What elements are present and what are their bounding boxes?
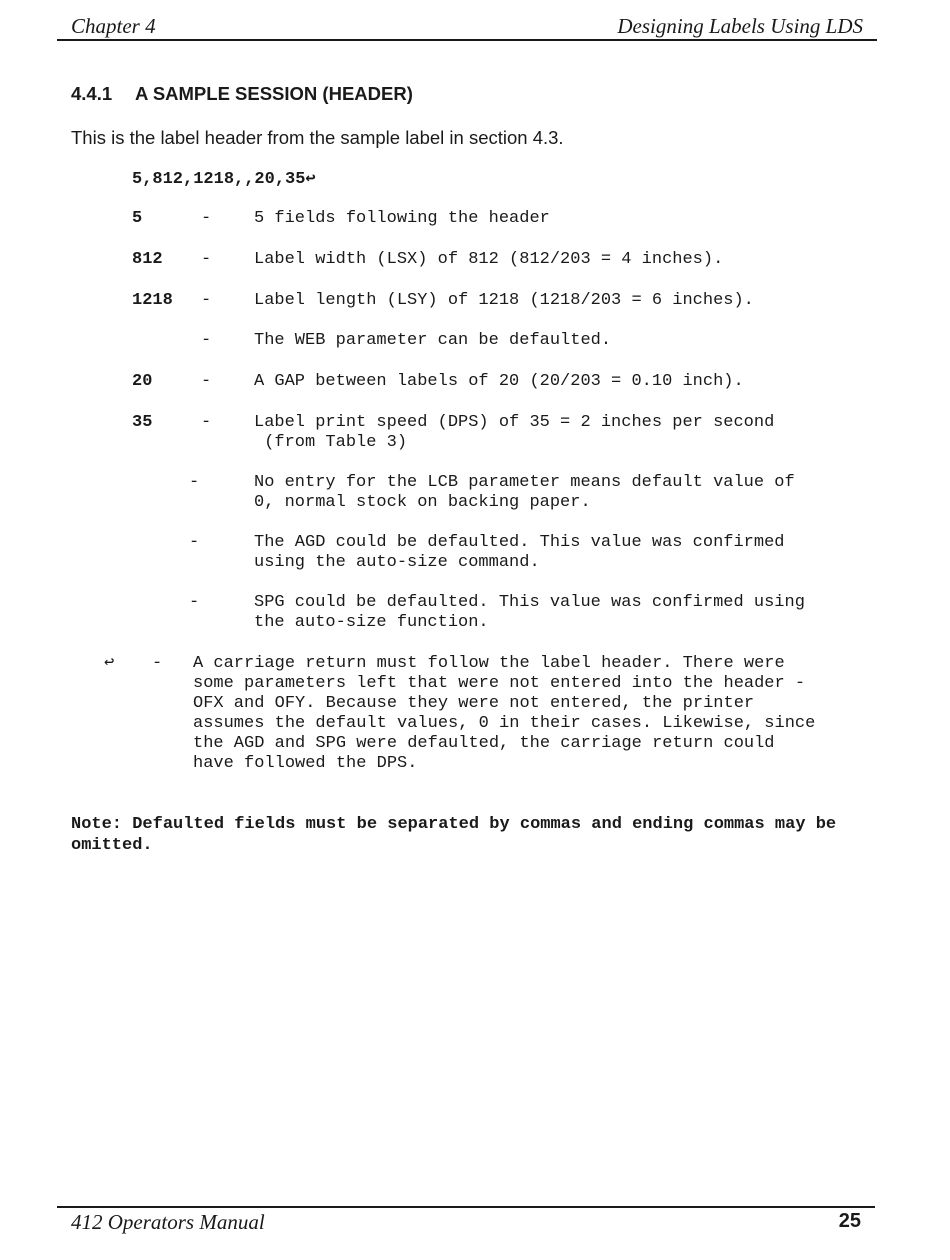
section-heading (71, 83, 413, 105)
section-number: 4.4.1 (71, 83, 113, 104)
manual-title: 412 Operators Manual (71, 1210, 265, 1234)
field-description: A GAP between labels of 20 (20/203 = 0.10 inch). (254, 372, 744, 391)
carriage-return-description: the AGD and SPG were defaulted, the carriage return could (193, 734, 775, 753)
header-code-line: 5,812,1218,,20,35↩ (132, 170, 316, 189)
field-dash: - (201, 331, 212, 350)
field-description: Label length (LSY) of 1218 (1218/203 = 6 inches). (254, 291, 754, 310)
field-description: SPG could be defaulted. This value was confirmed using (254, 593, 805, 612)
carriage-return-description: some parameters left that were not entered into the header - (193, 674, 806, 693)
field-dash: - (189, 533, 200, 552)
field-dash: - (201, 209, 212, 228)
section-title: A SAMPLE SESSION (HEADER) (135, 83, 413, 104)
page-footer (57, 1206, 875, 1248)
carriage-return-description: assumes the default values, 0 in their cases. Likewise, since (193, 714, 816, 733)
field-description: the auto-size function. (254, 613, 489, 632)
field-description: Label print speed (DPS) of 35 = 2 inches per second (254, 413, 775, 432)
chapter-label: Chapter 4 (71, 14, 156, 38)
field-description: No entry for the LCB parameter means default value of (254, 473, 795, 492)
page-number: 25 (838, 1210, 861, 1232)
field-dash: - (201, 413, 212, 432)
intro-paragraph: This is the label header from the sample label in section 4.3. (71, 127, 564, 148)
field-key: 20 (132, 372, 153, 391)
note-paragraph: Note: Defaulted fields must be separated by commas and ending commas may be omitted. (71, 815, 837, 855)
carriage-return-icon: ↩ (104, 654, 115, 673)
chapter-title: Designing Labels Using LDS (617, 14, 863, 38)
field-description: The WEB parameter can be defaulted. (254, 331, 612, 350)
field-description: 0, normal stock on backing paper. (254, 493, 591, 512)
field-dash: - (152, 654, 163, 673)
field-description: The AGD could be defaulted. This value was confirmed (254, 533, 785, 552)
page-header (57, 12, 877, 41)
field-dash: - (201, 372, 212, 391)
field-key: 5 (132, 209, 143, 228)
field-description: using the auto-size command. (254, 553, 540, 572)
field-description: 5 fields following the header (254, 209, 550, 228)
field-dash: - (201, 250, 212, 269)
field-dash: - (189, 473, 200, 492)
carriage-return-description: have followed the DPS. (193, 754, 418, 773)
carriage-return-description: OFX and OFY. Because they were not entered, the printer (193, 694, 755, 713)
field-key: 35 (132, 413, 153, 432)
carriage-return-description: A carriage return must follow the label header. There were (193, 654, 785, 673)
field-dash: - (201, 291, 212, 310)
field-description: Label width (LSX) of 812 (812/203 = 4 inches). (254, 250, 724, 269)
field-description: (from Table 3) (254, 433, 408, 452)
field-key: 812 (132, 250, 163, 269)
field-dash: - (189, 593, 200, 612)
field-key: 1218 (132, 291, 173, 310)
